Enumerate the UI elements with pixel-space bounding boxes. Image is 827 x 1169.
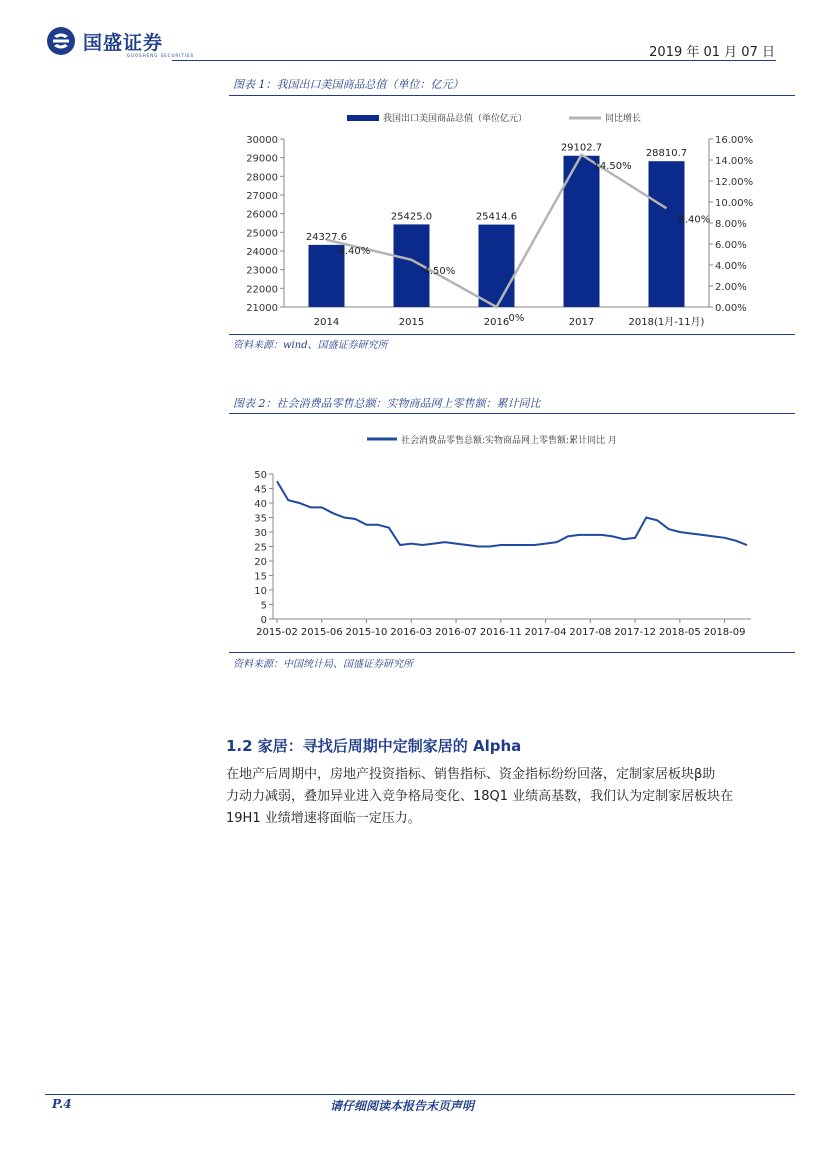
bar: [479, 225, 515, 307]
bar-value-label: 29102.7: [560, 142, 603, 154]
brand-logo: [45, 26, 195, 58]
x-tick-label: 2015-06: [300, 627, 343, 638]
figure2-source: 资料来源：中国统计局、国盛证券研究所: [233, 659, 413, 670]
export-bar-line-chart: [229, 96, 795, 334]
y2-tick-label: 16.00%: [715, 135, 754, 146]
brand-name: 国盛证券: [83, 31, 164, 54]
y-tick-label: 40: [254, 499, 267, 510]
legend-bar-label: 我国出口美国商品总值（单位亿元）: [383, 114, 528, 124]
x-tick-label: 2015-02: [256, 627, 298, 638]
y-tick-label: 10: [254, 586, 267, 597]
guosheng-logo-icon: [45, 26, 77, 56]
x-tick-label: 2016-11: [479, 627, 522, 638]
y-tick-label: 30000: [246, 135, 278, 146]
y-tick-label: 20: [254, 557, 267, 568]
y-tick-label: 15: [254, 571, 267, 583]
header-divider: [172, 60, 776, 61]
y-tick-label: 24000: [246, 247, 278, 258]
y-tick-label: 30: [254, 528, 267, 539]
x-tick-label: 2015-10: [345, 627, 388, 638]
y-tick-label: 21000: [246, 303, 278, 314]
y2-tick-label: 12.00%: [715, 177, 754, 188]
figure1-bottom-rule: [229, 334, 795, 335]
figure1-caption: 图表 1：我国出口美国商品总值（单位：亿元）: [233, 78, 464, 91]
retail-yoy-line: [277, 481, 747, 546]
x-tick-label: 2018-05: [658, 627, 701, 638]
y-tick-label: 28000: [246, 172, 278, 184]
y-tick-label: 25000: [246, 228, 278, 240]
x-category-label: 2014: [313, 317, 340, 328]
report-date: 2019 年 01 月 07 日: [649, 45, 775, 60]
bar-value-label: 25414.6: [475, 211, 518, 223]
x-tick-label: 2017-08: [569, 627, 612, 638]
legend-line-label: 同比增长: [605, 114, 642, 124]
y2-tick-label: 6.00%: [715, 240, 747, 251]
bar-value-label: 28810.7: [645, 148, 688, 160]
bar-value-label: 24327.6: [305, 231, 348, 243]
x-category-label: 2017: [568, 317, 595, 328]
y2-tick-label: 2.00%: [715, 282, 747, 293]
yoy-value-label: 6.40%: [338, 245, 371, 257]
y-tick-label: 45: [254, 484, 267, 496]
y-tick-label: 25: [254, 542, 267, 554]
y-tick-label: 0: [260, 615, 267, 626]
y2-tick-label: 8.00%: [715, 219, 747, 230]
x-category-label: 2015: [398, 317, 425, 328]
yoy-value-label: 0%: [508, 313, 525, 324]
y-tick-label: 23000: [246, 265, 278, 277]
x-category-label: 2016: [483, 317, 510, 328]
legend-bar-swatch: [347, 115, 379, 121]
y-tick-label: 50: [254, 470, 267, 481]
footer-divider: [45, 1094, 795, 1095]
yoy-value-label: 14.50%: [593, 160, 632, 172]
paragraph-line: 19H1 业绩增速将面临一定压力。: [226, 811, 421, 826]
legend-line-label: 社会消费品零售总额:实物商品网上零售额:累计同比 月: [401, 436, 617, 446]
y2-tick-label: 4.00%: [715, 261, 747, 272]
online-retail-line-chart: [229, 414, 795, 652]
x-tick-label: 2017-12: [614, 627, 656, 638]
x-tick-label: 2018-09: [703, 627, 746, 638]
x-tick-label: 2016-07: [435, 627, 477, 638]
bar-value-label: 25425.0: [390, 211, 433, 223]
y-tick-label: 29000: [246, 153, 278, 165]
paragraph-line: 在地产后周期中，房地产投资指标、销售指标、资金指标纷纷回落，定制家居板块β助: [226, 767, 716, 782]
y-tick-label: 35: [254, 513, 267, 525]
y2-tick-label: 0.00%: [715, 303, 747, 314]
section-paragraph: [226, 764, 786, 830]
figure2-bottom-rule: [229, 652, 795, 653]
y2-tick-label: 10.00%: [715, 198, 754, 209]
x-category-label: 2018(1月-11月): [628, 317, 705, 328]
y-tick-label: 22000: [246, 284, 278, 296]
x-tick-label: 2016-03: [390, 627, 433, 638]
section-heading: 1.2 家居：寻找后周期中定制家居的 Alpha: [226, 737, 522, 755]
y-tick-label: 5: [260, 600, 267, 612]
figure1-source: 资料来源：wind、国盛证券研究所: [233, 340, 388, 351]
brand-subtitle: GUOSHENG SECURITIES: [127, 53, 195, 58]
yoy-value-label: 4.50%: [423, 265, 456, 277]
x-tick-label: 2017-04: [524, 627, 567, 638]
bar: [649, 161, 685, 307]
y-tick-label: 26000: [246, 209, 278, 221]
footer-disclaimer: 请仔细阅读本报告末页声明: [330, 1099, 475, 1113]
page-number: P.4: [52, 1097, 72, 1111]
figure2-caption: 图表 2：社会消费品零售总额：实物商品网上零售额：累计同比: [233, 397, 541, 410]
yoy-value-label: 9.40%: [678, 214, 711, 226]
paragraph-line: 力动力减弱，叠加异业进入竞争格局变化、18Q1 业绩高基数，我们认为定制家居板块在: [226, 789, 734, 804]
y-tick-label: 27000: [246, 191, 278, 202]
y2-tick-label: 14.00%: [715, 156, 754, 167]
